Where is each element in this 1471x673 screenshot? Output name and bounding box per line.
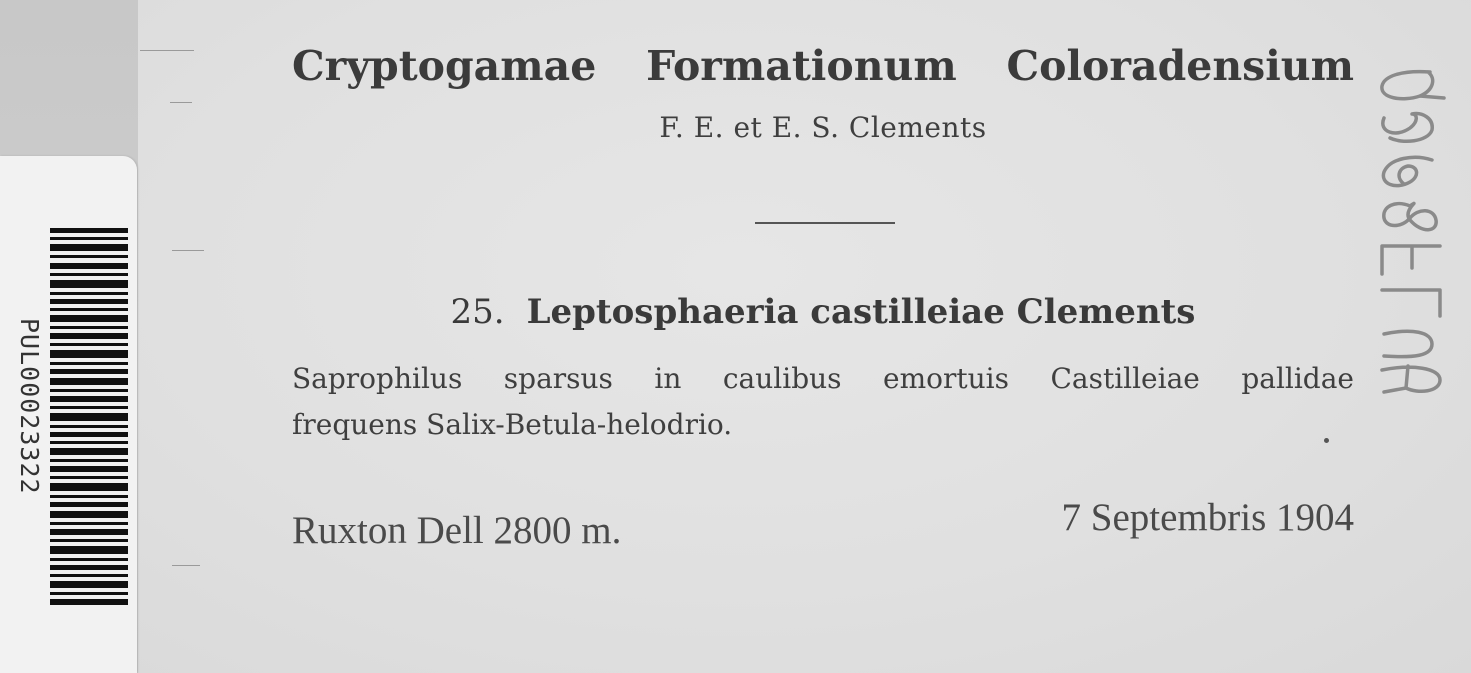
specimen-number: 25. [450, 292, 505, 332]
title-word: Formationum [646, 42, 957, 90]
barcode-icon [50, 228, 128, 608]
edge-mark [140, 50, 194, 51]
herbarium-label [138, 0, 1471, 673]
series-title [292, 42, 1354, 90]
description-line-2: frequens Salix-Betula-helodrio. [292, 408, 733, 441]
title-word: Cryptogamae [292, 42, 597, 90]
ink-dot [1324, 438, 1329, 443]
handwritten-accession-number [1362, 62, 1454, 398]
description-word: sparsus [503, 362, 613, 395]
title-word: Coloradensium [1006, 42, 1354, 90]
collection-date: 7 Septembris 1904 [1061, 496, 1354, 539]
collectors: F. E. et E. S. Clements [659, 111, 987, 144]
edge-mark [172, 565, 200, 566]
edge-mark [170, 102, 192, 103]
description-word: Saprophilus [292, 362, 463, 395]
species-heading [292, 292, 1354, 332]
description-word: caulibus [722, 362, 842, 395]
edge-mark [172, 250, 204, 251]
description-word: pallidae [1241, 362, 1354, 395]
divider-rule [755, 222, 895, 224]
locality: Ruxton Dell 2800 m. [292, 509, 622, 552]
species-name: Leptosphaeria castilleiae Clements [526, 292, 1196, 332]
barcode-number: PUL00023322 [15, 318, 44, 495]
description-word: in [654, 362, 682, 395]
description-word: Castilleiae [1050, 362, 1200, 395]
description-line-1 [292, 362, 1354, 395]
description-word: emortuis [883, 362, 1009, 395]
